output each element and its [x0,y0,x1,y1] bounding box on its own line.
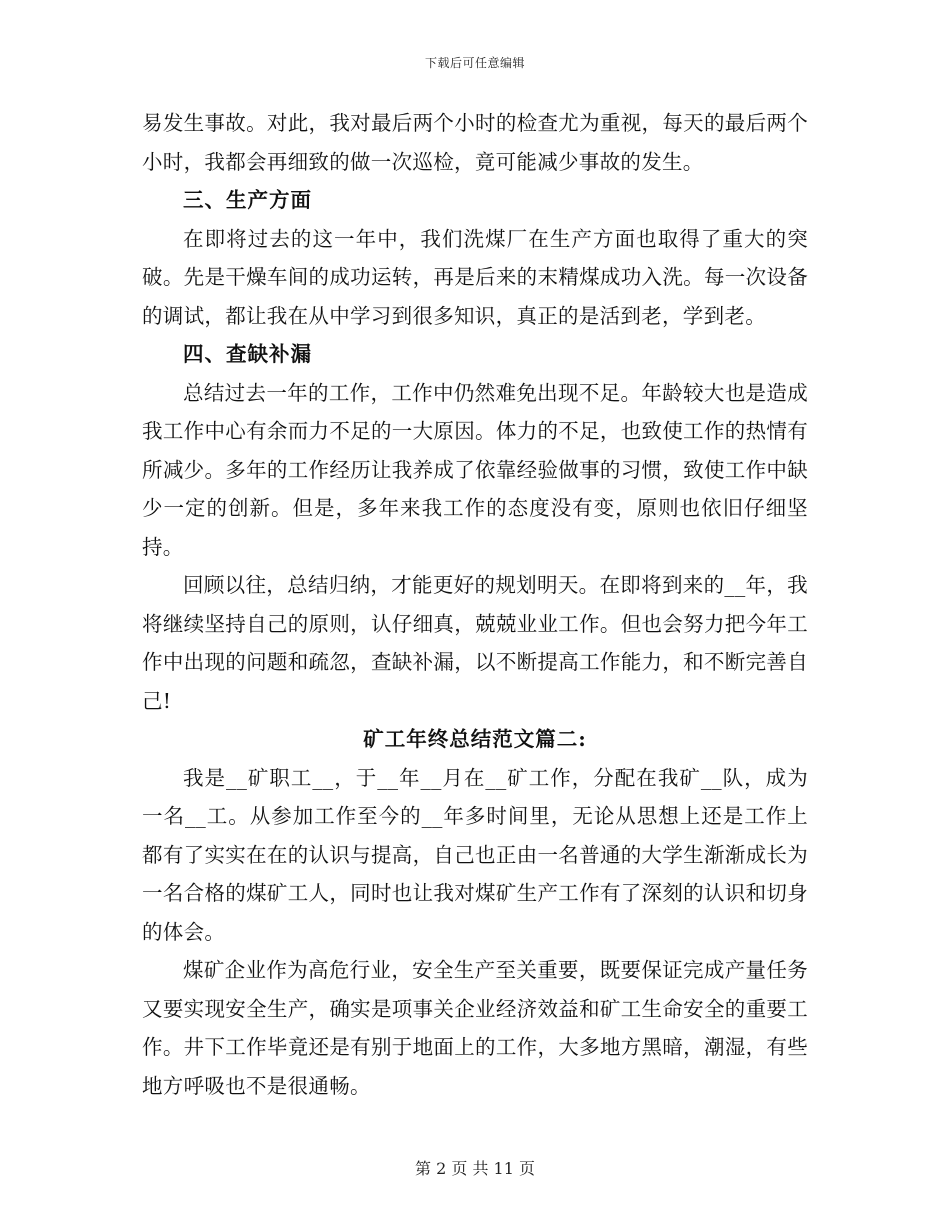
paragraph-gaps: 总结过去一年的工作，工作中仍然难免出现不足。年龄较大也是造成我工作中心有余而力不足的一大原因。体力的不足，也致使工作的热情有所减少。多年的工作经历让我养成了依靠经验做事的习惯，致使工作中缺少一定的创新。但是，多年来我工作的态度没有变，原则也依旧仔细坚持。 [142,380,808,559]
paragraph-safety: 煤矿企业作为高危行业，安全生产至关重要，既要保证完成产量任务又要实现安全生产，确实是项事关企业经济效益和矿工生命安全的重要工作。井下工作毕竟还是有别于地面上的工作，大多地方黑暗，潮湿，有些地方呼吸也不是很通畅。 [142,958,808,1098]
section-heading-production: 三、生产方面 [183,188,312,212]
paragraph-review: 回顾以往，总结归纳，才能更好的规划明天。在即将到来的__年，我将继续坚持自己的原则，认仔细真，兢兢业业工作。但也会努力把今年工作中出现的问题和疏忽，查缺补漏，以不断提高工作能力，和不断完善自己! [142,573,808,713]
paragraph-production: 在即将过去的这一年中，我们洗煤厂在生产方面也取得了重大的突破。先是干燥车间的成功运转，再是后来的末精煤成功入洗。每一次设备的调试，都让我在从中学习到很多知识，真正的是活到老，学到老。 [142,226,808,328]
page-number-footer: 第 2 页 共 11 页 [415,1159,535,1178]
article-title-part-two: 矿工年终总结范文篇二: [363,727,587,751]
paragraph-continuation: 易发生事故。对此，我对最后两个小时的检查尤为重视，每天的最后两个小时，我都会再细致的做一次巡检，竟可能减少事故的发生。 [142,111,808,174]
paragraph-intro: 我是__矿职工__，于__年__月在__矿工作，分配在我矿__队，成为一名__工。从参加工作至今的__年多时间里，无论从思想上还是工作上都有了实实在在的认识与提高，自己也正由一名普通的大学生渐渐成长为一名合格的煤矿工人，同时也让我对煤矿生产工作有了深刻的认识和切身的体会。 [142,765,808,944]
page-header: 下载后可任意编辑 [424,56,525,70]
document-body [142,104,808,1105]
section-heading-gaps: 四、查缺补漏 [183,342,312,366]
